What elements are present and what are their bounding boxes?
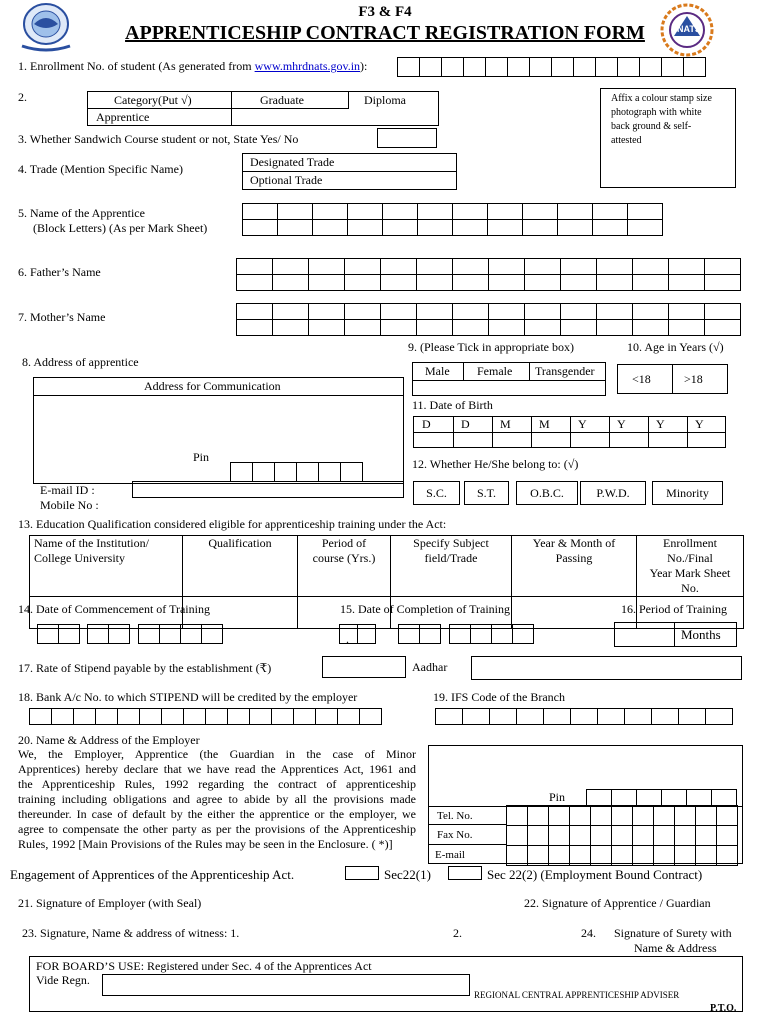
input-cell[interactable] <box>273 275 309 291</box>
edu-header-institution: Name of the Institution/ College University <box>30 536 183 597</box>
q16-label: 16. Period of Training <box>621 602 728 616</box>
input-cell[interactable] <box>417 304 453 320</box>
input-cell[interactable] <box>525 275 561 291</box>
input-cell[interactable] <box>669 320 705 336</box>
input-cell[interactable] <box>205 708 228 725</box>
graduate-option[interactable]: Graduate <box>260 93 304 107</box>
input-cell[interactable] <box>523 220 558 236</box>
adviser-label: REGIONAL CENTRAL APPRENTICESHIP ADVISER <box>474 990 680 1000</box>
input-cell[interactable] <box>597 304 633 320</box>
input-cell[interactable] <box>95 708 118 725</box>
input-cell[interactable] <box>453 320 489 336</box>
q4-label: 4. Trade (Mention Specific Name) <box>18 162 183 176</box>
optional-trade-field[interactable]: Optional Trade <box>250 173 323 187</box>
pto-label: P.T.O. <box>710 1003 737 1014</box>
input-cell[interactable] <box>417 275 453 291</box>
input-cell[interactable] <box>528 846 549 866</box>
input-cell[interactable] <box>237 304 273 320</box>
input-cell[interactable] <box>593 204 628 220</box>
q24-label-1: Signature of Surety with <box>614 926 732 940</box>
input-cell[interactable] <box>139 708 162 725</box>
q13-label: 13. Education Qualification considered eligible for apprenticeship training under the Act: <box>18 517 447 531</box>
mobile-label: Mobile No : <box>40 498 99 512</box>
input-cell[interactable] <box>586 789 612 806</box>
q1-label: 1. Enrollment No. of student (As generated from www.mhrdnats.gov.in): <box>18 59 368 73</box>
input-cell[interactable] <box>523 204 558 220</box>
q7-label: 7. Mother’s Name <box>18 310 106 324</box>
input-cell[interactable] <box>463 57 486 77</box>
input-cell[interactable] <box>237 320 273 336</box>
ifsc-boxes[interactable] <box>435 708 733 725</box>
input-cell[interactable] <box>271 708 294 725</box>
edu-header-qualification: Qualification <box>183 536 298 597</box>
input-cell[interactable] <box>543 708 571 725</box>
board-use-line-1: FOR BOARD’S USE: Registered under Sec. 4 of the Apprentices Act <box>36 959 372 973</box>
category-label: Category(Put √) <box>114 93 192 107</box>
input-cell[interactable] <box>419 57 442 77</box>
aadhar-input[interactable] <box>471 656 742 680</box>
input-cell[interactable] <box>507 846 528 866</box>
input-cell[interactable] <box>597 320 633 336</box>
input-cell[interactable] <box>669 304 705 320</box>
input-cell[interactable] <box>624 708 652 725</box>
category-table <box>87 91 439 126</box>
mother-name-grid[interactable] <box>236 303 741 336</box>
input-cell[interactable] <box>489 275 525 291</box>
bank-account-boxes[interactable] <box>29 708 382 725</box>
input-cell[interactable] <box>651 708 679 725</box>
input-cell[interactable] <box>675 826 696 846</box>
address-header: Address for Communication <box>144 379 281 393</box>
input-cell[interactable] <box>633 806 654 826</box>
input-cell[interactable] <box>348 220 383 236</box>
witness-2-label: 2. <box>453 926 462 940</box>
input-cell[interactable] <box>58 624 80 644</box>
input-cell[interactable] <box>381 275 417 291</box>
dob-cell-label: Y <box>578 417 587 431</box>
input-cell[interactable] <box>654 806 675 826</box>
input-cell[interactable] <box>696 846 717 866</box>
input-cell[interactable] <box>462 708 490 725</box>
declaration-line: agree to compensate the other party as per the provisions of the Apprenticeship <box>18 822 416 836</box>
input-cell[interactable] <box>418 204 453 220</box>
input-cell[interactable] <box>309 304 345 320</box>
q24-number: 24. <box>581 926 596 940</box>
input-cell[interactable] <box>453 204 488 220</box>
input-cell[interactable] <box>453 275 489 291</box>
q24-label-2: Name & Address <box>634 941 717 955</box>
designated-trade-field[interactable]: Designated Trade <box>250 155 335 169</box>
trade-table <box>242 153 457 190</box>
input-cell[interactable] <box>273 320 309 336</box>
input-cell[interactable] <box>549 826 570 846</box>
declaration-line: We, the Employer, Apprentice (the Guardian in the case of Minor <box>18 747 416 761</box>
input-cell[interactable] <box>418 220 453 236</box>
input-cell[interactable] <box>525 320 561 336</box>
input-cell[interactable] <box>296 462 319 482</box>
input-cell[interactable] <box>525 304 561 320</box>
email-label: E-mail ID : <box>40 483 95 497</box>
input-cell[interactable] <box>161 708 184 725</box>
input-cell[interactable] <box>705 304 741 320</box>
input-cell[interactable] <box>237 275 273 291</box>
input-cell[interactable] <box>558 220 593 236</box>
input-cell[interactable] <box>227 708 250 725</box>
edu-header-period: Period of course (Yrs.) <box>298 536 391 597</box>
input-cell[interactable] <box>705 259 741 275</box>
q8-label: 8. Address of apprentice <box>22 355 139 369</box>
input-cell[interactable] <box>488 204 523 220</box>
age-under-18[interactable]: <18 <box>632 372 651 386</box>
completion-dot: . <box>346 632 349 646</box>
input-cell[interactable] <box>711 789 737 806</box>
dob-cell-label: D <box>422 417 431 431</box>
q23-label: 23. Signature, Name & address of witness: 1. <box>22 926 240 940</box>
input-cell[interactable] <box>516 708 544 725</box>
employer-fax-label: Fax No. <box>437 829 473 841</box>
age-over-18[interactable]: >18 <box>684 372 703 386</box>
input-cell[interactable] <box>345 275 381 291</box>
input-cell[interactable] <box>561 304 597 320</box>
q11-label: 11. Date of Birth <box>412 398 493 412</box>
input-cell[interactable] <box>561 320 597 336</box>
input-cell[interactable] <box>37 624 59 644</box>
input-cell[interactable] <box>696 806 717 826</box>
input-cell[interactable] <box>591 806 612 826</box>
completion-day[interactable] <box>339 624 376 644</box>
input-cell[interactable] <box>529 57 552 77</box>
input-cell[interactable] <box>417 259 453 275</box>
input-cell[interactable] <box>628 204 663 220</box>
board-use-line-2: Vide Regn. <box>36 973 90 987</box>
pin-label: Pin <box>193 450 210 464</box>
input-cell[interactable] <box>633 320 669 336</box>
employer-tel-label: Tel. No. <box>437 810 473 822</box>
apprentice-name-grid[interactable] <box>242 203 663 236</box>
input-cell[interactable] <box>383 220 418 236</box>
input-cell[interactable] <box>381 304 417 320</box>
dob-box[interactable] <box>413 416 726 448</box>
completion-month[interactable] <box>398 624 441 644</box>
input-cell[interactable] <box>318 462 341 482</box>
input-cell[interactable] <box>449 624 471 644</box>
q5-label-1: 5. Name of the Apprentice <box>18 206 145 220</box>
input-cell[interactable] <box>628 220 663 236</box>
input-cell[interactable] <box>470 624 492 644</box>
sandwich-course-input[interactable] <box>377 128 437 148</box>
input-cell[interactable] <box>345 320 381 336</box>
declaration-line: Apprentices) hereby declare that we have read the Apprentices Act, 1961 and <box>18 762 416 776</box>
diploma-option[interactable]: Diploma <box>364 93 406 107</box>
input-cell[interactable] <box>654 826 675 846</box>
input-cell[interactable] <box>683 57 706 77</box>
input-cell[interactable] <box>549 806 570 826</box>
employer-phone-grid[interactable] <box>506 805 738 866</box>
input-cell[interactable] <box>558 204 593 220</box>
input-cell[interactable] <box>201 624 223 644</box>
input-cell[interactable] <box>633 846 654 866</box>
completion-year[interactable] <box>449 624 534 644</box>
input-cell[interactable] <box>512 624 534 644</box>
input-cell[interactable] <box>397 57 420 77</box>
input-cell[interactable] <box>159 624 181 644</box>
sec22-1-checkbox[interactable] <box>345 866 379 880</box>
input-cell[interactable] <box>636 789 662 806</box>
input-cell[interactable] <box>597 259 633 275</box>
input-cell[interactable] <box>633 275 669 291</box>
input-cell[interactable] <box>717 806 738 826</box>
input-cell[interactable] <box>315 708 338 725</box>
aadhar-label: Aadhar <box>412 660 448 674</box>
input-cell[interactable] <box>591 846 612 866</box>
input-cell[interactable] <box>612 806 633 826</box>
input-cell[interactable] <box>612 826 633 846</box>
input-cell[interactable] <box>453 259 489 275</box>
input-cell[interactable] <box>489 304 525 320</box>
input-cell[interactable] <box>138 624 160 644</box>
input-cell[interactable] <box>309 320 345 336</box>
input-cell[interactable] <box>383 204 418 220</box>
input-cell[interactable] <box>309 259 345 275</box>
input-cell[interactable] <box>661 789 687 806</box>
input-cell[interactable] <box>612 846 633 866</box>
q20-title: 20. Name & Address of the Employer <box>18 733 200 747</box>
input-cell[interactable] <box>488 220 523 236</box>
input-cell[interactable] <box>243 204 278 220</box>
input-cell[interactable] <box>359 708 382 725</box>
declaration-text <box>18 747 416 852</box>
input-cell[interactable] <box>489 259 525 275</box>
q18-label: 18. Bank A/c No. to which STIPEND will be credited by the employer <box>18 690 358 704</box>
input-cell[interactable] <box>617 57 640 77</box>
input-cell[interactable] <box>717 826 738 846</box>
input-cell[interactable] <box>117 708 140 725</box>
q15-label: 15. Date of Completion of Training <box>340 602 510 616</box>
email-input[interactable] <box>132 481 404 498</box>
input-cell[interactable] <box>570 708 598 725</box>
input-cell[interactable] <box>278 204 313 220</box>
input-cell[interactable] <box>51 708 74 725</box>
input-cell[interactable] <box>345 259 381 275</box>
input-cell[interactable] <box>573 57 596 77</box>
nats-badge: NATS <box>677 24 701 34</box>
input-cell[interactable] <box>551 57 574 77</box>
input-cell[interactable] <box>593 220 628 236</box>
enrollment-boxes[interactable] <box>397 57 706 77</box>
q10-label: 10. Age in Years (√) <box>627 340 724 354</box>
q17-label: 17. Rate of Stipend payable by the establishment (₹) <box>18 661 272 675</box>
input-cell[interactable] <box>249 708 272 725</box>
input-cell[interactable] <box>507 826 528 846</box>
input-cell[interactable] <box>273 259 309 275</box>
input-cell[interactable] <box>348 204 383 220</box>
commencement-day[interactable] <box>37 624 80 644</box>
input-cell[interactable] <box>654 846 675 866</box>
gender-female[interactable]: Female <box>477 364 513 378</box>
input-cell[interactable] <box>337 708 360 725</box>
input-cell[interactable] <box>345 304 381 320</box>
input-cell[interactable] <box>453 220 488 236</box>
input-cell[interactable] <box>381 320 417 336</box>
declaration-line: training including obligations and agree to abide by all the provisions made <box>18 792 416 806</box>
input-cell[interactable] <box>528 826 549 846</box>
q19-label: 19. IFS Code of the Branch <box>433 690 565 704</box>
input-cell[interactable] <box>180 624 202 644</box>
form-title: APPRENTICESHIP CONTRACT REGISTRATION FORM <box>125 22 645 44</box>
dob-cell-label: M <box>500 417 511 431</box>
q5-label-2: (Block Letters) (As per Mark Sheet) <box>33 221 208 235</box>
input-cell[interactable] <box>570 826 591 846</box>
input-cell[interactable] <box>570 846 591 866</box>
gender-male[interactable]: Male <box>425 364 450 378</box>
category-st[interactable]: S.T. <box>464 481 509 505</box>
input-cell[interactable] <box>570 806 591 826</box>
input-cell[interactable] <box>419 624 441 644</box>
q21-label: 21. Signature of Employer (with Seal) <box>18 896 202 910</box>
input-cell[interactable] <box>309 275 345 291</box>
input-cell[interactable] <box>453 304 489 320</box>
input-cell[interactable] <box>705 320 741 336</box>
input-cell[interactable] <box>633 826 654 846</box>
form-code: F3 & F4 <box>358 4 412 20</box>
edu-header-subject: Specify Subject field/Trade <box>391 536 512 597</box>
input-cell[interactable] <box>108 624 130 644</box>
dob-cell-label: Y <box>656 417 665 431</box>
input-cell[interactable] <box>611 789 637 806</box>
input-cell[interactable] <box>507 57 530 77</box>
input-cell[interactable] <box>507 806 528 826</box>
input-cell[interactable] <box>633 304 669 320</box>
q2-number: 2. <box>18 90 27 104</box>
employer-email-label: E-mail <box>435 849 465 861</box>
input-cell[interactable] <box>669 259 705 275</box>
stipend-input[interactable] <box>322 656 406 678</box>
input-cell[interactable] <box>661 57 684 77</box>
photo-box[interactable] <box>600 88 736 188</box>
q12-label: 12. Whether He/She belong to: (√) <box>412 457 579 471</box>
input-cell[interactable] <box>717 846 738 866</box>
input-cell[interactable] <box>561 259 597 275</box>
input-cell[interactable] <box>675 806 696 826</box>
father-name-grid[interactable] <box>236 258 741 291</box>
training-period-input[interactable] <box>614 622 737 647</box>
declaration-line: thereunder. In case of default by the either the apprentice or the employer, we <box>18 807 416 821</box>
gender-transgender[interactable]: Transgender <box>535 364 595 378</box>
input-cell[interactable] <box>489 320 525 336</box>
sec22-1-label: Sec22(1) <box>384 867 431 882</box>
sec22-2-label: Sec 22(2) (Employment Bound Contract) <box>487 867 703 882</box>
photo-instructions: Affix a colour stamp size photograph with white back ground & self-attested <box>611 93 712 146</box>
input-cell[interactable] <box>591 826 612 846</box>
declaration-line: the Apprenticeship Rules, 1992 regarding the contract of apprenticeship <box>18 777 416 791</box>
sec22-2-checkbox[interactable] <box>448 866 482 880</box>
engagement-label: Engagement of Apprentices of the Apprenticeship Act. <box>10 867 295 882</box>
nats-website-link[interactable]: www.mhrdnats.gov.in <box>254 59 361 73</box>
input-cell[interactable] <box>293 708 316 725</box>
dob-cell-label: Y <box>695 417 704 431</box>
dob-cell-label: Y <box>617 417 626 431</box>
category-sc[interactable]: S.C. <box>413 481 460 505</box>
category-obc[interactable]: O.B.C. <box>516 481 578 505</box>
input-cell[interactable] <box>398 624 420 644</box>
input-cell[interactable] <box>381 259 417 275</box>
input-cell[interactable] <box>183 708 206 725</box>
input-cell[interactable] <box>237 259 273 275</box>
input-cell[interactable] <box>273 304 309 320</box>
input-cell[interactable] <box>491 624 513 644</box>
input-cell[interactable] <box>696 826 717 846</box>
declaration-line: Rules, 1992 [Main Provisions of the Rules may be seen in the Enclosure. ( *)] <box>18 837 393 851</box>
input-cell[interactable] <box>435 708 463 725</box>
input-cell[interactable] <box>340 462 363 482</box>
input-cell[interactable] <box>561 275 597 291</box>
input-cell[interactable] <box>485 57 508 77</box>
input-cell[interactable] <box>639 57 662 77</box>
address-pin-boxes[interactable] <box>230 462 363 482</box>
input-cell[interactable] <box>597 708 625 725</box>
input-cell[interactable] <box>669 275 705 291</box>
months-label: Months <box>681 627 721 642</box>
employer-pin-boxes[interactable] <box>586 789 737 806</box>
input-cell[interactable] <box>686 789 712 806</box>
edu-header-enrollment: Enrollment No./Final Year Mark Sheet No. <box>637 536 744 597</box>
input-cell[interactable] <box>549 846 570 866</box>
commencement-year[interactable] <box>138 624 223 644</box>
dob-cell-label: M <box>539 417 550 431</box>
input-cell[interactable] <box>417 320 453 336</box>
input-cell[interactable] <box>87 624 109 644</box>
category-minority[interactable]: Minority <box>652 481 723 505</box>
q22-label: 22. Signature of Apprentice / Guardian <box>524 896 711 910</box>
input-cell[interactable] <box>274 462 297 482</box>
edu-header-passing: Year & Month of Passing <box>512 536 637 597</box>
input-cell[interactable] <box>528 806 549 826</box>
category-pwd[interactable]: P.W.D. <box>580 481 646 505</box>
gender-box <box>412 362 606 396</box>
input-cell[interactable] <box>313 204 348 220</box>
input-cell[interactable] <box>313 220 348 236</box>
commencement-month[interactable] <box>87 624 130 644</box>
input-cell[interactable] <box>29 708 52 725</box>
input-cell[interactable] <box>357 624 376 644</box>
input-cell[interactable] <box>278 220 313 236</box>
input-cell[interactable] <box>489 708 517 725</box>
input-cell[interactable] <box>705 275 741 291</box>
q9-label: 9. (Please Tick in appropriate box) <box>408 340 574 354</box>
q3-label: 3. Whether Sandwich Course student or not, State Yes/ No <box>18 132 299 146</box>
input-cell[interactable] <box>595 57 618 77</box>
dob-cell-label: D <box>461 417 470 431</box>
input-cell[interactable] <box>243 220 278 236</box>
input-cell[interactable] <box>252 462 275 482</box>
registration-input[interactable] <box>102 974 470 996</box>
input-cell[interactable] <box>597 275 633 291</box>
employer-pin-label: Pin <box>549 790 566 804</box>
input-cell[interactable] <box>525 259 561 275</box>
input-cell[interactable] <box>73 708 96 725</box>
input-cell[interactable] <box>230 462 253 482</box>
input-cell[interactable] <box>633 259 669 275</box>
input-cell[interactable] <box>678 708 706 725</box>
apprentice-label: Apprentice <box>96 110 150 124</box>
q14-label: 14. Date of Commencement of Training <box>18 602 210 616</box>
input-cell[interactable] <box>675 846 696 866</box>
q6-label: 6. Father’s Name <box>18 265 101 279</box>
input-cell[interactable] <box>705 708 733 725</box>
age-box <box>617 364 728 394</box>
input-cell[interactable] <box>441 57 464 77</box>
